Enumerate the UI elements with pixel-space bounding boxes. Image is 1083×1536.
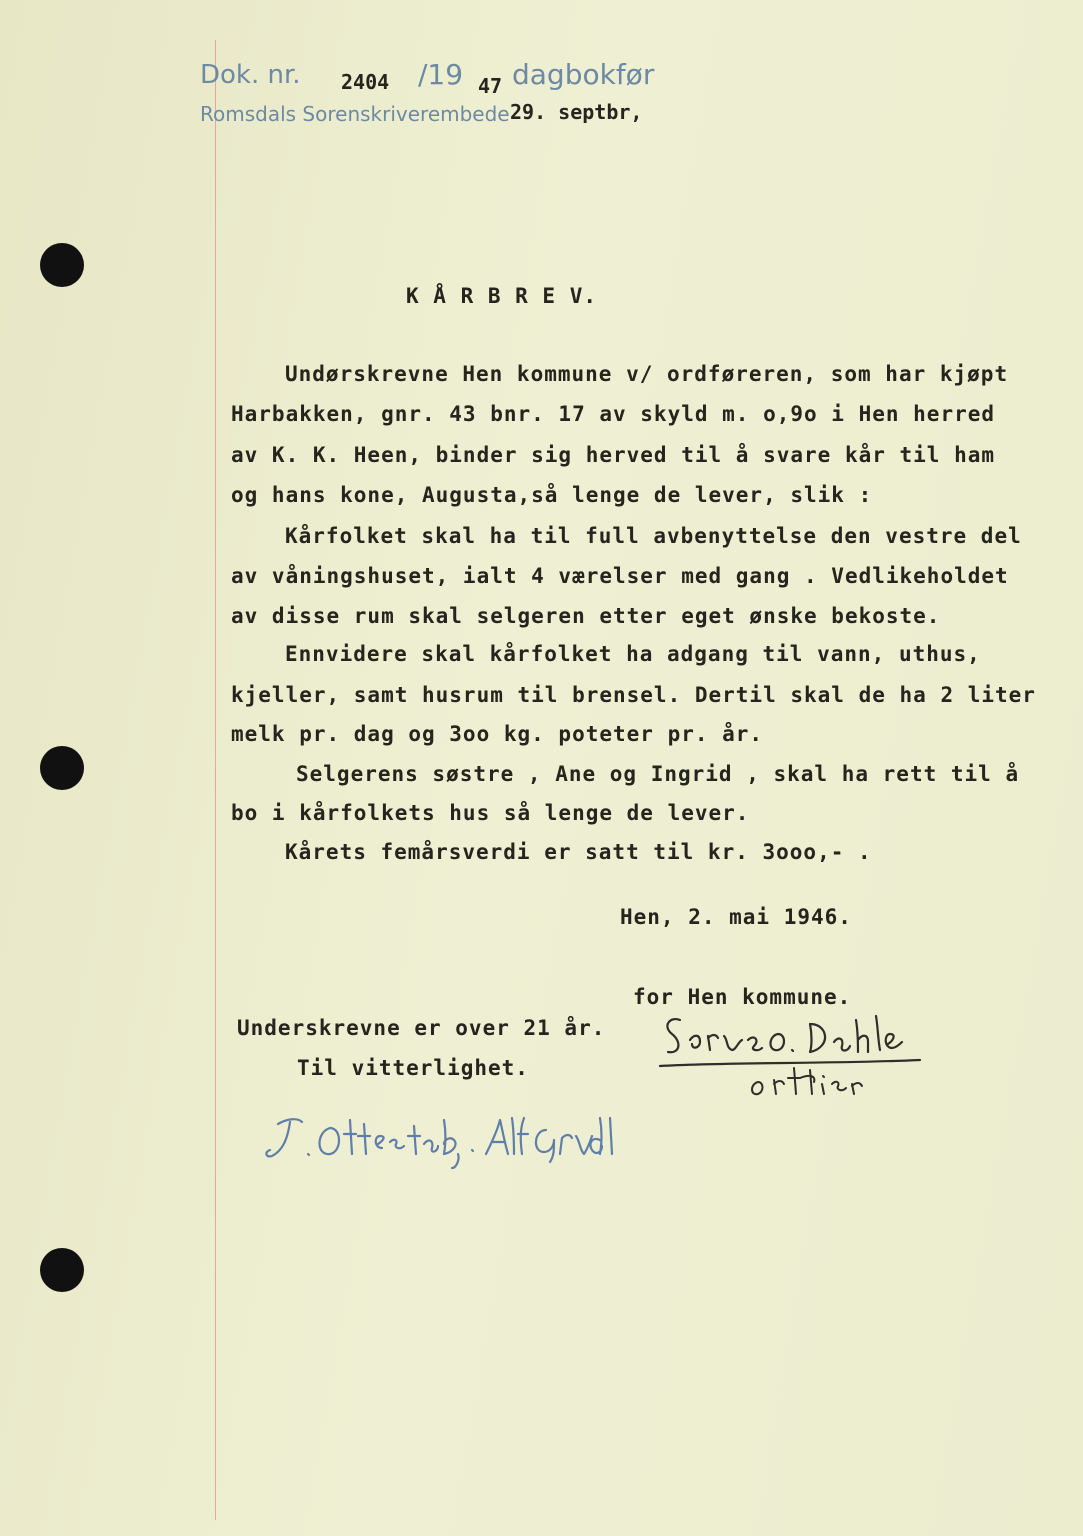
- body-line-11: Selgerens søstre , Ane og Ingrid , skal ha rett til å: [296, 762, 1020, 786]
- stamp-date: 29. septbr,: [510, 100, 643, 124]
- body-line-3: av K. K. Heen, binder sig herved til å svare kår til ham: [231, 443, 996, 467]
- body-line-13: Kårets femårsverdi er satt til kr. 3ooo,- .: [285, 840, 872, 864]
- body-line-10: melk pr. dag og 3oo kg. poteter pr. år.: [231, 722, 764, 746]
- punch-hole-middle: [40, 746, 84, 790]
- body-line-8: Ennvidere skal kårfolket ha adgang til vann, uthus,: [285, 642, 981, 666]
- witness-age-note: Underskrevne er over 21 år.: [237, 1016, 606, 1040]
- body-line-9: kjeller, samt husrum til brensel. Dertil skal de ha 2 liter: [231, 683, 1036, 707]
- punch-hole-bottom: [40, 1248, 84, 1292]
- body-line-1: Undørskrevne Hen kommune v/ ordføreren, som har kjøpt: [285, 362, 1009, 386]
- body-line-2: Harbakken, gnr. 43 bnr. 17 av skyld m. o,9o i Hen herred: [231, 402, 996, 426]
- document-title: K Å R B R E V.: [406, 284, 598, 308]
- body-line-7: av disse rum skal selgeren etter eget ønske bekoste.: [231, 604, 941, 628]
- body-line-6: av våningshuset, ialt 4 værelser med gang . Vedlikeholdet: [231, 564, 1009, 588]
- punch-hole-top: [40, 243, 84, 287]
- body-line-5: Kårfolket skal ha til full avbenyttelse den vestre del: [285, 524, 1022, 548]
- margin-rule: [215, 40, 216, 1520]
- mayor-signature: [650, 1006, 930, 1116]
- stamp-dagbok: dagbokfør: [512, 58, 655, 91]
- stamp-year-suffix: 47: [478, 74, 503, 98]
- body-line-12: bo i kårfolkets hus så lenge de lever.: [231, 801, 750, 825]
- stamp-office: Romsdals Sorenskriverembede: [200, 102, 510, 126]
- place-date: Hen, 2. mai 1946.: [620, 905, 852, 929]
- stamp-dok-label: Dok. nr.: [200, 60, 301, 90]
- body-line-4: og hans kone, Augusta,så lenge de lever, slik :: [231, 483, 873, 507]
- stamp-year-prefix: /19: [418, 58, 464, 91]
- witness-signatures: [258, 1110, 618, 1180]
- stamp-doc-number: 2404: [341, 70, 390, 94]
- for-line: for Hen kommune.: [633, 985, 852, 1009]
- witness-label: Til vitterlighet.: [297, 1056, 529, 1080]
